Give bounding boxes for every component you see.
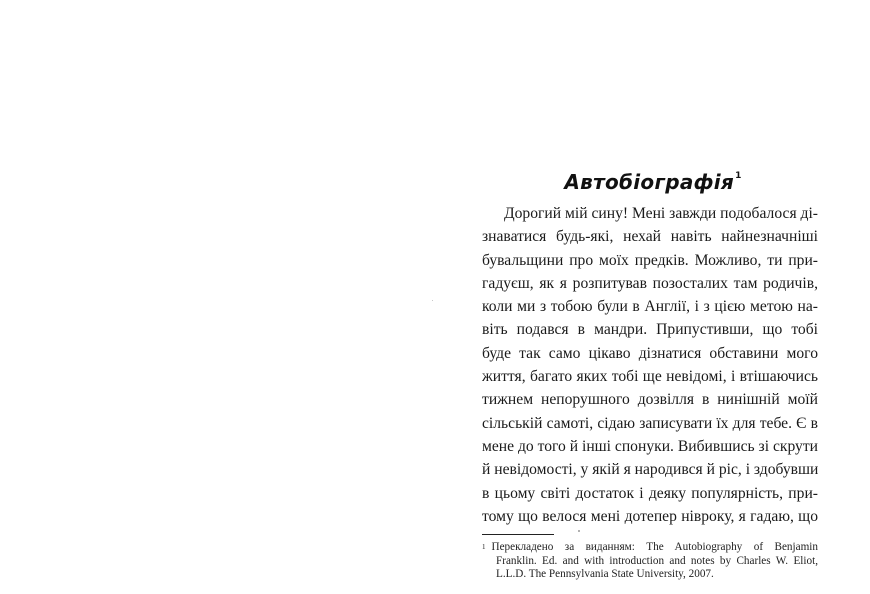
body-line: віть подався в мандри. Припустивши, що тобі	[482, 321, 818, 339]
body-line: тому що велося мені дотепер нівроку, я гадаю, що	[482, 507, 818, 525]
body-line: буде так само цікаво дізнатися обставини мого	[482, 344, 818, 362]
body-line: знаватися будь-які, нехай навіть найнезначніші	[482, 228, 818, 246]
title-footnote-marker: 1	[735, 171, 742, 181]
footnote	[482, 541, 818, 582]
body-paragraph	[482, 202, 818, 528]
footnote-line: Franklin. Ed. and with introduction and notes by Charles W. Eliot,	[496, 554, 818, 567]
footnote-divider	[482, 534, 554, 535]
body-line: бувальщини про моїх предків. Можливо, ти при-	[482, 251, 818, 269]
body-line: сільській самоті, сідаю записувати їх для тебе. Є в	[482, 414, 818, 432]
scan-speck	[432, 300, 433, 301]
footnote-text: Перекладено за виданням: The Autobiography of Benjamin	[491, 541, 818, 554]
body-line: й невідомості, у якій я народився й ріс, і здобувши	[482, 461, 818, 479]
body-line: мене до того й інші спонуки. Вибившись зі скрути	[482, 437, 818, 455]
footnote-marker: 1	[482, 543, 486, 552]
chapter-title-text: Автобіографія	[564, 170, 735, 194]
body-line: в цьому світі достаток і деяку популярність, при-	[482, 484, 818, 502]
scan-speck	[578, 530, 580, 532]
body-line: Дорогий мій сину! Мені завжди подобалося ді-	[504, 205, 818, 222]
footnote-line	[482, 541, 818, 555]
body-line: гадуєш, як я розпитував позосталих там родичів,	[482, 274, 818, 292]
chapter-title	[482, 170, 818, 194]
body-line: тижнем непорушного дозвілля в нинішній моїй	[482, 391, 818, 409]
footnote-line: L.L.D. The Pennsylvania State University, 2007.	[496, 568, 714, 581]
body-line: життя, багато яких тобі ще невідомі, і втішаючись	[482, 368, 818, 386]
right-page	[482, 170, 818, 582]
body-line: коли ми з тобою були в Англії, і з цією метою на-	[482, 298, 818, 316]
